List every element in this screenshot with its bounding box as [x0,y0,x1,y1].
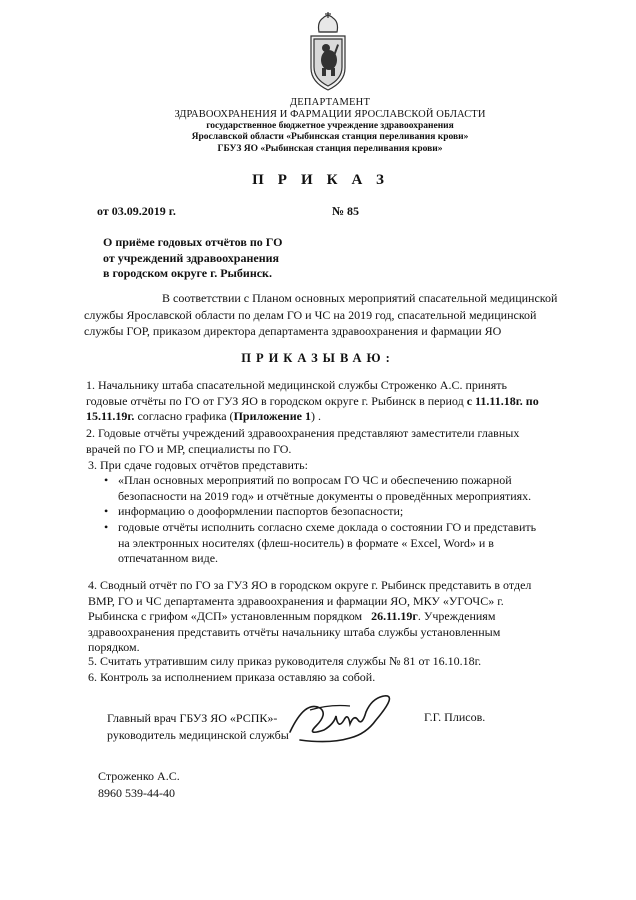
order-item-6: 6. Контроль за исполнением приказа оставляю за собой. [88,670,376,684]
item-date-range-start: с 11.11.18г. по [466,393,539,408]
item-line: информацию о дооформлении паспортов безопасности; [118,504,404,518]
item-text: согласно графика ( [134,409,234,423]
preamble [84,290,570,340]
subject-line: в городском округе г. Рыбинск. [103,266,272,280]
item-line: 1. Начальнику штаба спасательной медицинской службы Строженко А.С. принять [86,378,507,392]
order-item-4 [88,578,576,656]
bullet-item-reports [104,520,580,567]
item-text: годовые отчёты по ГО от ГУЗ ЯО в городском округе г. Рыбинск в период [86,393,467,408]
order-item-1 [86,378,576,425]
executor-phone: 8960 539-44-40 [98,786,175,800]
bullet-icon: • [104,473,109,487]
item-line: годовые отчёты исполнить согласно схеме доклада о состоянии ГО и представить [118,520,537,534]
order-subject [103,235,282,282]
order-item-3: 3. При сдаче годовых отчётов представить: [88,458,308,472]
item-line: «План основных мероприятий по вопросам ГО ЧС и обеспечению пожарной [118,473,512,487]
item-line [88,609,576,625]
bullet-item-passports [104,504,580,520]
item-line: здравоохранения представить отчёты начальнику штаба службы установленным [88,624,501,639]
order-item-2 [86,426,576,457]
preamble-line: службы ГОР, приказом директора департамента здравоохранения и фармации ЯО [84,324,502,338]
order-item-5: 5. Считать утратившим силу приказ руководителя службы № 81 от 16.10.18г. [88,654,482,668]
item-line: 4. Сводный отчёт по ГО за ГУЗ ЯО в городском округе г. Рыбинск представить в отдел [88,578,532,592]
item-text: . Учреждениям [417,609,496,623]
signatory-line: Главный врач ГБУЗ ЯО «РСПК»- [107,711,278,725]
header-institution-short: ГБУЗ ЯО «Рыбинская станция переливания крови» [217,144,443,154]
item-line: 2. Годовые отчёты учреждений здравоохранения представляют заместители главных [86,426,520,440]
orders-heading: ПРИКАЗЫВАЮ: [241,351,395,365]
signatory-title [107,710,289,744]
order-date: от 03.09.2019 г. [97,204,176,218]
header-institution-type: государственное бюджетное учреждение здравоохранения [206,121,454,131]
item-line: ВМР, ГО и ЧС департамента здравоохранения и фармации ЯО, МКУ «УГОЧС» г. [88,593,504,608]
bullet-icon: • [104,504,109,518]
item-line: врачей по ГО и МР, специалисты по ГО. [86,441,292,456]
coat-of-arms-icon [305,10,351,92]
executor-name: Строженко А.С. [98,769,180,783]
item-line: порядком. [88,640,140,654]
signatory-line: руководитель медицинской службы [107,728,289,742]
preamble-line: В соответствии с Планом основных мероприятий спасательной медицинской [162,291,558,305]
document-title: ПРИКАЗ [252,172,398,188]
item-line [86,409,576,425]
item-text: ) . [310,409,321,423]
item-date-range-end: 15.11.19г. [86,409,135,423]
item-deadline: 26.11.19г [371,609,418,623]
item-line: отпечатанном виде. [118,551,219,565]
item-line: на электронных носителях (флеш-носитель) в формате « Excel, Word» и в [118,535,494,550]
signatory-name: Г.Г. Плисов. [424,710,486,724]
header-institution-name: Ярославской области «Рыбинская станция переливания крови» [191,132,469,142]
subject-line: от учреждений здравоохранения [103,250,280,265]
item-text: Рыбинска с грифом «ДСП» установленным порядком [88,609,372,623]
handwritten-signature [280,690,420,750]
subject-line: О приёме годовых отчётов по ГО [103,235,283,249]
bullet-item-plan [104,473,580,504]
item-appendix-ref: Приложение 1 [233,409,311,423]
item-line: безопасности на 2019 год» и отчётные документы о проведённых мероприятиях. [118,488,532,503]
bullet-icon: • [104,520,109,534]
item-line [86,394,576,410]
header-department: ДЕПАРТАМЕНТ [289,97,371,108]
preamble-line: службы Ярославской области по делам ГО и ЧС на 2019 год, спасательной медицинской [84,307,537,322]
order-number: № 85 [332,204,360,218]
executor-block [98,768,180,802]
header-ministry: ЗДРАВООХРАНЕНИЯ И ФАРМАЦИИ ЯРОСЛАВСКОЙ ОБЛАСТИ [174,109,486,120]
